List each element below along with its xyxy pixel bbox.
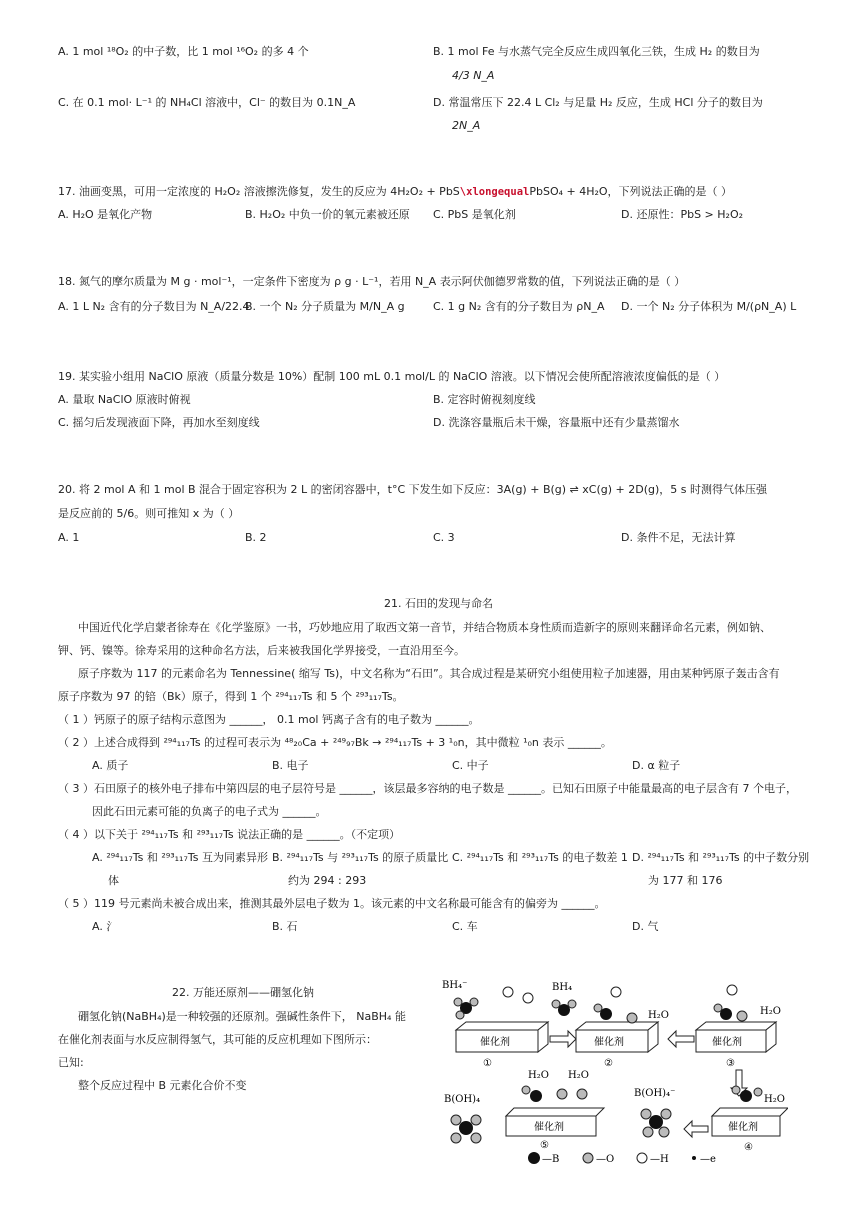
q16-option-b-value: 4/3 N_A [452, 69, 495, 82]
q21-sub5-option-d: D. 气 [632, 920, 659, 933]
step-5-label: ⑤ [540, 1140, 549, 1151]
catalyst-block-5 [506, 1108, 604, 1151]
bh4-minus-label: BH₄⁻ [442, 980, 468, 991]
q21-sub4-option-b: B. ²⁹⁴₁₁₇Ts 与 ²⁹³₁₁₇Ts 的原子质量比 [272, 851, 449, 864]
q18-option-c: C. 1 g N₂ 含有的分子数目为 ρN_A [433, 300, 605, 313]
catalyst-block-1 [456, 1022, 548, 1069]
legend-e: —e [700, 1154, 716, 1165]
arrow-3-to-2 [668, 1031, 694, 1047]
q19-option-a: A. 量取 NaClO 原液时俯视 [58, 393, 191, 406]
boh4-label: B(OH)₄ [444, 1094, 481, 1105]
q17-stem [58, 184, 732, 200]
catalyst-label-2: 催化剂 [594, 1037, 624, 1048]
legend-b: —B [542, 1154, 560, 1165]
q22-title: 22. 万能还原剂——硼氢化钠 [172, 986, 314, 999]
q22-para1-line2: 在催化剂表面与水反应制得氢气，其可能的反应机理如下图所示： [58, 1033, 377, 1046]
catalyst-label-3: 催化剂 [712, 1037, 742, 1048]
q19-option-b: B. 定容时俯视刻度线 [433, 393, 536, 406]
arrow-1-to-2 [550, 1031, 576, 1047]
q21-sub2-option-d: D. α 粒子 [632, 759, 681, 772]
q21-para2-line2: 原子序数为 97 的锫（Bk）原子，得到 1 个 ²⁹⁴₁₁₇Ts 和 5 个 ²⁹³₁₁₇Ts。 [58, 690, 404, 703]
figure-legend [528, 1152, 716, 1165]
q17-option-a: A. H₂O 是氧化产物 [58, 208, 153, 221]
q21-sub2-option-b: B. 电子 [272, 759, 309, 772]
q21-sub4-option-c: C. ²⁹⁴₁₁₇Ts 和 ²⁹³₁₁₇Ts 的电子数差 1 [452, 851, 628, 864]
h2o-label-5b: H₂O [568, 1070, 589, 1081]
step-3-label: ③ [726, 1058, 735, 1069]
q21-sub5-option-a: A. 氵 [92, 920, 118, 933]
q19-stem: 19. 某实验小组用 NaClO 原液（质量分数是 10%）配制 100 mL 0.1 mol/L 的 NaClO 溶液。以下情况会使所配溶液浓度偏低的是（ ） [58, 370, 726, 383]
q22-known-label: 已知: [58, 1056, 84, 1069]
q21-para2-line1: 原子序数为 117 的元素命名为 Tennessine( 缩写 Ts)，中文名称为“石田”。其合成过程是某研究小组使用粒子加速器，用由某种钙原子轰击含有 [78, 667, 780, 680]
q19-option-d: D. 洗涤容量瓶后未干燥，容量瓶中还有少量蒸馏水 [433, 416, 680, 429]
q21-sub2-option-a: A. 质子 [92, 759, 129, 772]
catalyst-label-1: 催化剂 [480, 1037, 510, 1048]
q21-sub4-option-b-cont: 约为 294 : 293 [288, 874, 367, 887]
q17-stem-markup: \xlongequal [459, 186, 530, 198]
q22-known-note: 整个反应过程中 B 元素化合价不变 [78, 1079, 247, 1092]
q21-sub4-option-a: A. ²⁹⁴₁₁₇Ts 和 ²⁹³₁₁₇Ts 互为同素异形 [92, 851, 268, 864]
q20-option-d: D. 条件不足，无法计算 [621, 531, 736, 544]
q16-option-c: C. 在 0.1 mol· L⁻¹ 的 NH₄Cl 溶液中，Cl⁻ 的数目为 0.1N_A [58, 96, 356, 109]
q20-option-c: C. 3 [433, 531, 455, 544]
catalyst-label-4: 催化剂 [728, 1122, 758, 1133]
q16-option-b: B. 1 mol Fe 与水蒸气完全反应生成四氧化三铁，生成 H₂ 的数目为 [433, 45, 760, 58]
legend-h: —H [650, 1154, 669, 1165]
q21-para1-line2: 钾、钙、镍等。徐寿采用的这种命名方法，后来被我国化学界接受，一直沿用至今。 [58, 644, 465, 657]
q18-option-d: D. 一个 N₂ 分子体积为 M/(ρN_A) L [621, 300, 797, 313]
q16-option-d-value: 2N_A [452, 119, 481, 132]
reaction-mechanism-figure [436, 978, 788, 1166]
q21-sub2-option-c: C. 中子 [452, 759, 489, 772]
q17-option-d: D. 还原性：PbS > H₂O₂ [621, 208, 744, 221]
q20-option-b: B. 2 [245, 531, 267, 544]
h2o-label-5a: H₂O [528, 1070, 549, 1081]
q20-option-a: A. 1 [58, 531, 80, 544]
q17-stem-part1: 17. 油画变黑，可用一定浓度的 H₂O₂ 溶液擦洗修复，发生的反应为 4H₂O₂ + PbS [58, 185, 460, 198]
step-2-label: ② [604, 1058, 613, 1069]
q21-title: 21. 石田的发现与命名 [384, 597, 493, 610]
q21-para1-line1: 中国近代化学启蒙者徐寿在《化学鉴原》一书，巧妙地应用了取西文第一音节，并结合物质本身性质而造新字的原则来翻译命名元素，例如钠、 [78, 621, 771, 634]
h2o-label-4: H₂O [764, 1094, 785, 1105]
catalyst-block-4 [712, 1108, 788, 1153]
q21-sub4-option-d-cont: 为 177 和 176 [648, 874, 723, 887]
q21-sub5: （ 5 ）119 号元素尚未被合成出来，推测其最外层电子数为 1。该元素的中文名称最可能含有的偏旁为 ______。 [58, 897, 606, 910]
q21-sub4: （ 4 ）以下关于 ²⁹⁴₁₁₇Ts 和 ²⁹³₁₁₇Ts 说法正确的是 ______。（不定项） [58, 828, 401, 841]
catalyst-block-3 [696, 1022, 776, 1069]
legend-o: —O [596, 1154, 615, 1165]
q21-sub3-line2: 因此石田元素可能的负离子的电子式为 ______。 [92, 805, 327, 818]
step-1-label: ① [483, 1058, 492, 1069]
catalyst-block-2 [576, 1022, 658, 1069]
q16-option-d: D. 常温常压下 22.4 L Cl₂ 与足量 H₂ 反应，生成 HCl 分子的数目为 [433, 96, 763, 109]
q21-sub4-option-d: D. ²⁹⁴₁₁₇Ts 和 ²⁹³₁₁₇Ts 的中子数分别 [632, 851, 810, 864]
catalyst-label-5: 催化剂 [534, 1122, 564, 1133]
q18-option-a: A. 1 L N₂ 含有的分子数目为 N_A/22.4 [58, 300, 250, 313]
h2o-label-3: H₂O [760, 1006, 781, 1017]
q21-sub5-option-b: B. 石 [272, 920, 298, 933]
q21-sub5-option-c: C. 车 [452, 920, 478, 933]
bh4-label: BH₄ [552, 982, 573, 993]
h2o-label-2: H₂O [648, 1010, 669, 1021]
q17-option-b: B. H₂O₂ 中负一价的氧元素被还原 [245, 208, 410, 221]
q20-stem-line2: 是反应前的 5/6。则可推知 x 为（ ） [58, 507, 240, 520]
boh4-minus-label: B(OH)₄⁻ [634, 1088, 676, 1099]
q16-option-a: A. 1 mol ¹⁸O₂ 的中子数，比 1 mol ¹⁶O₂ 的多 4 个 [58, 45, 309, 58]
q18-stem: 18. 氮气的摩尔质量为 M g · mol⁻¹，一定条件下密度为 ρ g · L⁻¹，若用 N_A 表示阿伏伽德罗常数的值，下列说法正确的是（ ） [58, 275, 686, 288]
q18-option-b: B. 一个 N₂ 分子质量为 M/N_A g [245, 300, 405, 313]
q17-option-c: C. PbS 是氧化剂 [433, 208, 516, 221]
q21-sub1: （ 1 ）钙原子的原子结构示意图为 ______， 0.1 mol 钙离子含有的电子数为 ______。 [58, 713, 480, 726]
q20-stem-line1: 20. 将 2 mol A 和 1 mol B 混合于固定容积为 2 L 的密闭容器中，t°C 下发生如下反应：3A(g) + B(g) ⇌ xC(g) + 2D(g)，5 s 时测得气体压强 [58, 483, 767, 496]
q21-sub4-option-a-cont: 体 [108, 874, 119, 887]
q17-stem-part2: PbSO₄ + 4H₂O，下列说法正确的是（ ） [529, 185, 733, 198]
step-4-label: ④ [744, 1142, 753, 1153]
q21-sub3-line1: （ 3 ）石田原子的核外电子排布中第四层的电子层符号是 ______，该层最多容纳的电子数是 ______。已知石田原子中能量最高的电子层含有 7 个电子， [58, 782, 797, 795]
arrow-4-to-5 [684, 1121, 708, 1137]
q21-sub2: （ 2 ）上述合成得到 ²⁹⁴₁₁₇Ts 的过程可表示为 ⁴⁸₂₀Ca + ²⁴⁹₉₇Bk → ²⁹⁴₁₁₇Ts + 3 ¹₀n，其中微粒 ¹₀n 表示 ______。 [58, 736, 612, 749]
q22-para1-line1: 硼氢化钠(NaBH₄)是一种较强的还原剂。强碱性条件下， NaBH₄ 能 [78, 1010, 406, 1023]
q19-option-c: C. 摇匀后发现液面下降，再加水至刻度线 [58, 416, 260, 429]
